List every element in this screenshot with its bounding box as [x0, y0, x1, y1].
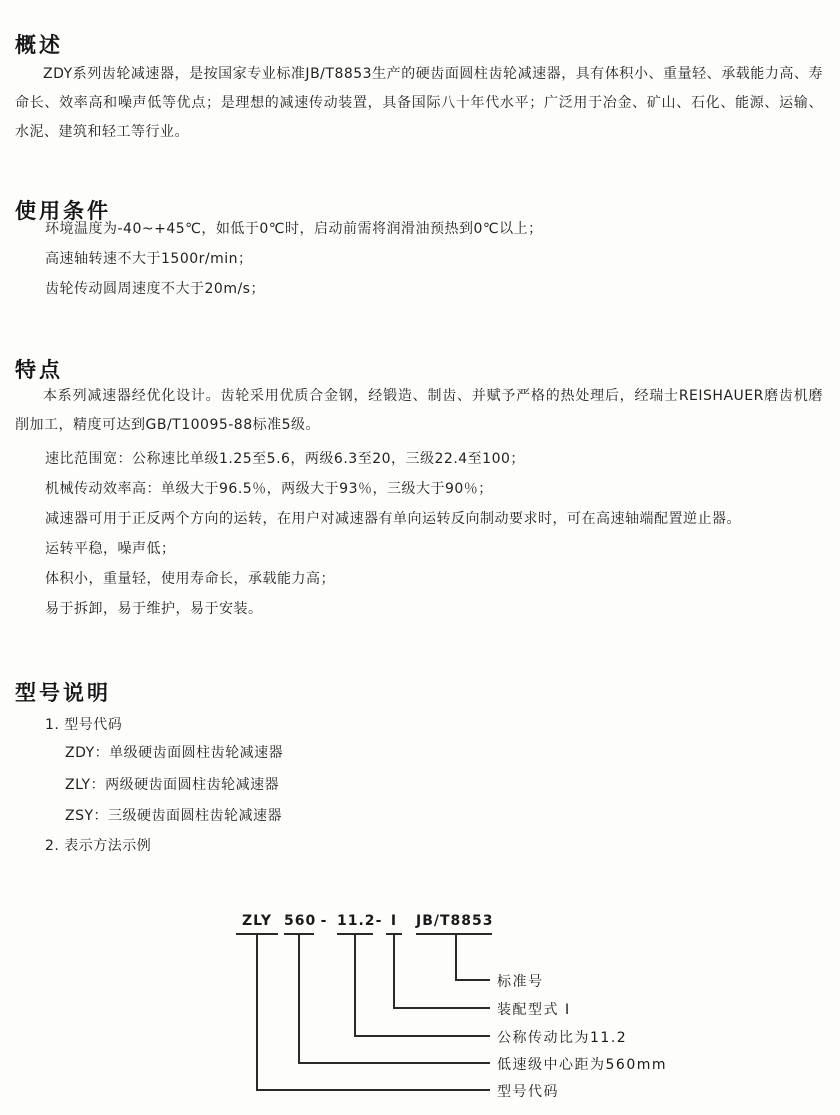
- leader-line-assembly-type: [393, 1007, 490, 1009]
- features-paragraph: 本系列减速器经优化设计。齿轮采用优质合金钢，经锻造、制齿、并赋予严格的热处理后，经瑞士REISHAUER磨齿机磨削加工，精度可达到GB/T10095-88标准5级。: [15, 388, 823, 433]
- model-item2-label: 2. 表示方法示例: [45, 838, 152, 854]
- list-item: ZLY：两级硬齿面圆柱齿轮减速器: [65, 776, 280, 793]
- model-codes-list: [65, 738, 283, 833]
- model-item1-label: 1. 型号代码: [45, 717, 123, 733]
- list-item: ZDY：单级硬齿面圆柱齿轮减速器: [65, 745, 284, 761]
- list-item: 速比范围宽：公称速比单级1.25至5.6，两级6.3至20，三级22.4至100；: [45, 451, 525, 467]
- list-item: 减速器可用于正反两个方向的运转，在用户对减速器有单向运转反向制动要求时，可在高速轴端配置逆止器。: [45, 511, 741, 527]
- connector-line-ratio: [354, 935, 356, 1037]
- model-heading: 型号说明: [15, 681, 111, 706]
- conditions-list: [45, 214, 543, 304]
- conditions-heading: 使用条件: [15, 199, 111, 224]
- diagram-label-assembly-type: 装配型式 Ⅰ: [497, 1002, 571, 1018]
- connector-line-standard: [455, 935, 457, 981]
- code-segment-assembly-type: Ⅰ: [386, 913, 402, 935]
- diagram-label-model: 型号代码: [497, 1084, 559, 1100]
- connector-line-model: [256, 935, 258, 1091]
- code-dash: -: [375, 913, 383, 929]
- diagram-label-center-distance: 低速级中心距为560mm: [497, 1057, 667, 1073]
- leader-line-ratio: [354, 1035, 490, 1037]
- leader-line-standard: [455, 979, 490, 981]
- connector-line-center-distance: [298, 935, 300, 1064]
- features-list: [45, 444, 741, 624]
- leader-line-model: [256, 1089, 490, 1091]
- overview-heading: 概述: [15, 33, 63, 58]
- connector-line-assembly-type: [393, 935, 395, 1009]
- list-item: 易于拆卸，易于维护，易于安装。: [45, 601, 263, 617]
- code-dash: -: [320, 913, 328, 929]
- list-item: 环境温度为-40~+45℃，如低于0℃时，启动前需将润滑油预热到0℃以上；: [45, 221, 543, 237]
- list-item: 机械传动效率高：单级大于96.5％，两级大于93％，三级大于90％；: [45, 481, 493, 497]
- list-item: 齿轮传动圆周速度不大于20m/s；: [45, 281, 265, 297]
- code-segment-center-distance: 560: [284, 913, 314, 935]
- model-designation-diagram: [0, 900, 840, 1115]
- diagram-label-standard: 标准号: [497, 974, 544, 990]
- list-item: 体积小，重量轻，使用寿命长，承载能力高；: [45, 571, 335, 587]
- diagram-label-ratio: 公称传动比为11.2: [497, 1030, 628, 1046]
- overview-paragraph: ZDY系列齿轮减速器，是按国家专业标准JB/T8853生产的硬齿面圆柱齿轮减速器，具有体积小、重量轻、承载能力高、寿命长、效率高和噪声低等优点；是理想的减速传动装置，具备国际八十年代水平；广泛用于冶金、矿山、石化、能源、运输、水泥、建筑和轻工等行业。: [15, 66, 823, 140]
- list-item: 高速轴转速不大于1500r/min；: [45, 251, 253, 267]
- features-heading: 特点: [15, 358, 63, 383]
- list-item: ZSY：三级硬齿面圆柱齿轮减速器: [65, 808, 283, 824]
- code-segment-standard: JB/T8853: [416, 913, 492, 935]
- code-segment-model: ZLY: [236, 913, 278, 935]
- leader-line-center-distance: [298, 1062, 490, 1064]
- list-item: 运转平稳，噪声低；: [45, 541, 176, 557]
- code-segment-ratio: 11.2: [337, 913, 373, 935]
